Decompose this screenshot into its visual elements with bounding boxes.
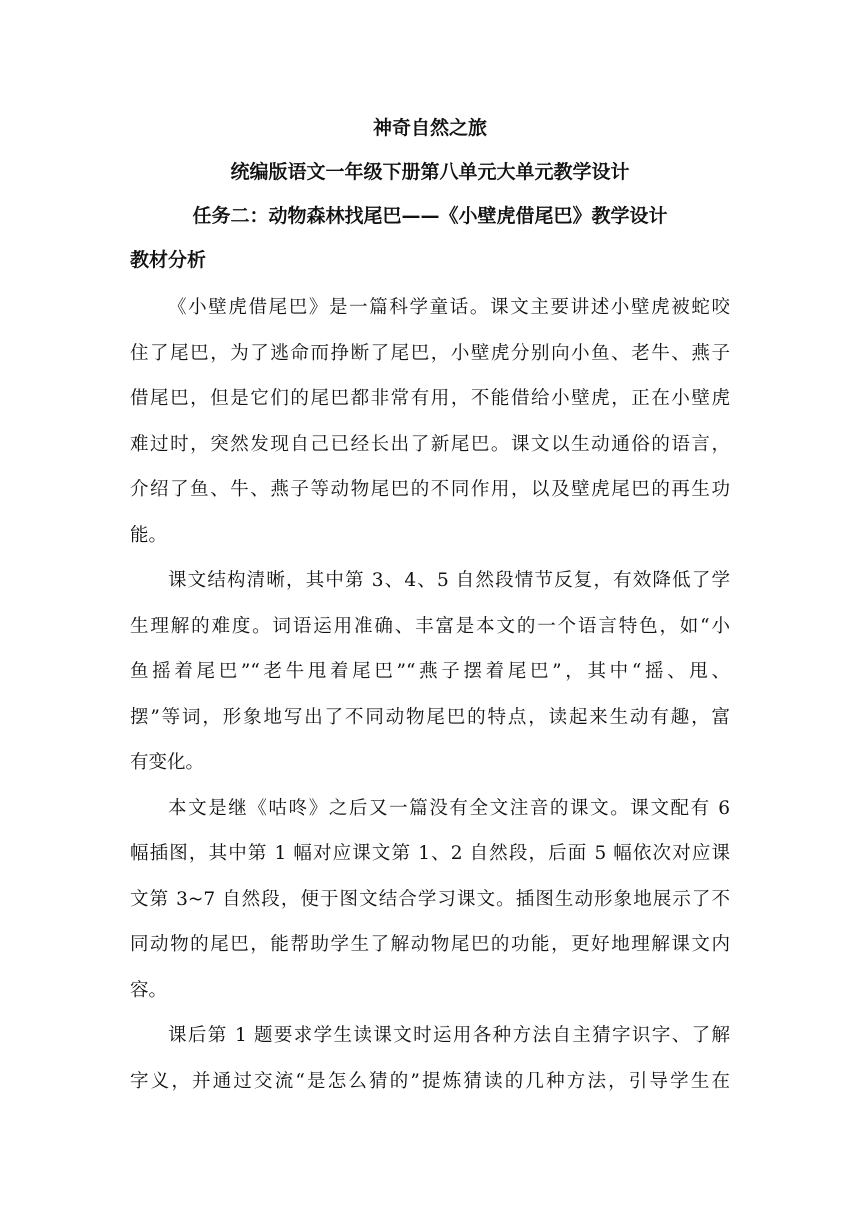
paragraph-3-line-5: 容。	[130, 980, 168, 1001]
task-title: 任务二：动物森林找尾巴——《小壁虎借尾巴》教学设计	[192, 205, 668, 227]
paragraph-4-line-2: 字义，并通过交流“是怎么猜的”提炼猜读的几种方法，引导学生在	[130, 1071, 730, 1092]
paragraph-2-line-1: 课文结构清晰，其中第 3、4、5 自然段情节反复，有效降低了学	[168, 570, 730, 591]
paragraph-3-line-4: 同动物的尾巴，能帮助学生了解动物尾巴的功能，更好地理解课文内	[130, 934, 730, 955]
paragraph-1-line-6: 能。	[130, 525, 168, 546]
paragraph-3-line-2: 幅插图，其中第 1 幅对应课文第 1、2 自然段，后面 5 幅依次对应课	[130, 843, 730, 864]
paragraph-3-line-3: 文第 3~7 自然段，便于图文结合学习课文。插图生动形象地展示了不	[130, 889, 730, 910]
paragraph-1-line-3: 借尾巴，但是它们的尾巴都非常有用，不能借给小壁虎，正在小壁虎	[130, 388, 730, 409]
document-subtitle: 统编版语文一年级下册第八单元大单元教学设计	[230, 161, 630, 183]
paragraph-4-line-1: 课后第 1 题要求学生读课文时运用各种方法自主猜字识字、了解	[168, 1025, 730, 1046]
paragraph-1-line-1: 《小壁虎借尾巴》是一篇科学童话。课文主要讲述小壁虎被蛇咬	[168, 297, 730, 318]
paragraph-2-line-4: 摆”等词，形象地写出了不同动物尾巴的特点，读起来生动有趣，富	[130, 707, 730, 728]
section-heading: 教材分析	[130, 249, 207, 271]
paragraph-2-line-3: 鱼摇着尾巴”“老牛甩着尾巴”“燕子摆着尾巴”，其中“摇、甩、	[130, 661, 730, 682]
paragraph-1-line-4: 难过时，突然发现自己已经长出了新尾巴。课文以生动通俗的语言，	[130, 434, 730, 455]
paragraph-1-line-5: 介绍了鱼、牛、燕子等动物尾巴的不同作用，以及壁虎尾巴的再生功	[130, 479, 730, 500]
paragraph-1-line-2: 住了尾巴，为了逃命而挣断了尾巴，小壁虎分别向小鱼、老牛、燕子	[130, 343, 730, 364]
document-title: 神奇自然之旅	[372, 117, 487, 139]
paragraph-2-line-5: 有变化。	[130, 752, 205, 773]
paragraph-3-line-1: 本文是继《咕咚》之后又一篇没有全文注音的课文。课文配有 6	[168, 798, 730, 819]
paragraph-2-line-2: 生理解的难度。词语运用准确、丰富是本文的一个语言特色，如“小	[130, 616, 730, 637]
